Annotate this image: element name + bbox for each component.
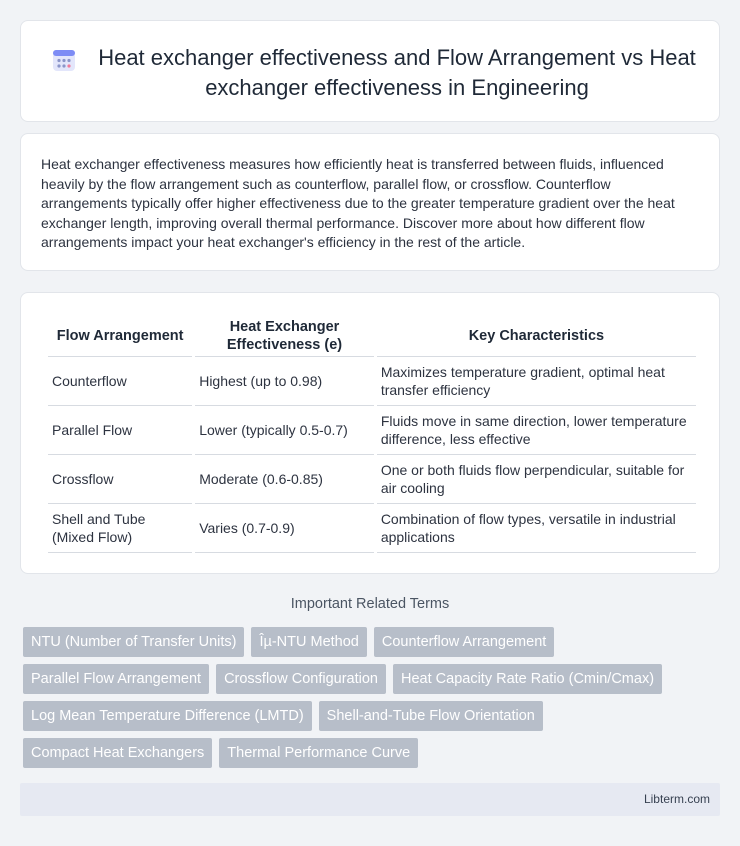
table-cell: Maximizes temperature gradient, optimal heat transfer efficiency — [377, 357, 696, 406]
related-terms-list — [23, 627, 713, 768]
table-cell: Crossflow — [48, 455, 192, 504]
table-row — [48, 406, 696, 455]
related-term-tag[interactable]: NTU (Number of Transfer Units) — [23, 627, 244, 657]
related-term-tag[interactable]: Counterflow Arrangement — [374, 627, 554, 657]
table-row — [48, 455, 696, 504]
related-terms-heading: Important Related Terms — [290, 596, 450, 612]
table-header-row — [48, 315, 696, 357]
table-cell: Counterflow — [48, 357, 192, 406]
title-card — [20, 20, 720, 122]
related-term-tag[interactable]: Shell-and-Tube Flow Orientation — [319, 701, 543, 731]
table-cell: Lower (typically 0.5-0.7) — [195, 406, 374, 455]
table-row — [48, 504, 696, 553]
related-term-tag[interactable]: Parallel Flow Arrangement — [23, 664, 209, 694]
page-title: Heat exchanger effectiveness and Flow Arrangement vs Heat exchanger effectiveness in Engineering — [98, 45, 696, 100]
related-term-tag[interactable]: Crossflow Configuration — [216, 664, 386, 694]
related-term-tag[interactable]: Compact Heat Exchangers — [23, 738, 212, 768]
footer-bar — [20, 783, 720, 816]
site-link[interactable]: Libterm.com — [643, 792, 710, 806]
comparison-table — [45, 315, 699, 553]
intro-card — [20, 133, 720, 271]
table-cell: Highest (up to 0.98) — [195, 357, 374, 406]
calendar-grid-icon — [51, 47, 77, 73]
table-cell: Varies (0.7-0.9) — [195, 504, 374, 553]
table-cell: Shell and Tube (Mixed Flow) — [48, 504, 192, 553]
related-term-tag[interactable]: Îµ-NTU Method — [251, 627, 366, 657]
table-cell: One or both fluids flow perpendicular, suitable for air cooling — [377, 455, 696, 504]
table-cell: Combination of flow types, versatile in industrial applications — [377, 504, 696, 553]
related-term-tag[interactable]: Thermal Performance Curve — [219, 738, 418, 768]
column-header-effectiveness: Heat Exchanger Effectiveness (e) — [195, 315, 374, 357]
table-cell: Moderate (0.6-0.85) — [195, 455, 374, 504]
column-header-key-characteristics: Key Characteristics — [377, 315, 696, 357]
column-header-flow-arrangement: Flow Arrangement — [48, 315, 192, 357]
table-cell: Parallel Flow — [48, 406, 192, 455]
table-cell: Fluids move in same direction, lower temperature difference, less effective — [377, 406, 696, 455]
related-term-tag[interactable]: Heat Capacity Rate Ratio (Cmin/Cmax) — [393, 664, 662, 694]
related-term-tag[interactable]: Log Mean Temperature Difference (LMTD) — [23, 701, 312, 731]
intro-paragraph: Heat exchanger effectiveness measures how efficiently heat is transferred between fluids, influenced heavily by the flow arrangement such as counterflow, parallel flow, or crossflow. Counterflow arrangements typically offer higher effectiveness due to the greater temperature gradient over the heat exchanger length, improving overall thermal performance. Discover more about how different flow arrangements impact your heat exchanger's efficiency in the rest of the article. — [41, 156, 675, 251]
comparison-table-card — [20, 292, 720, 574]
table-row — [48, 357, 696, 406]
